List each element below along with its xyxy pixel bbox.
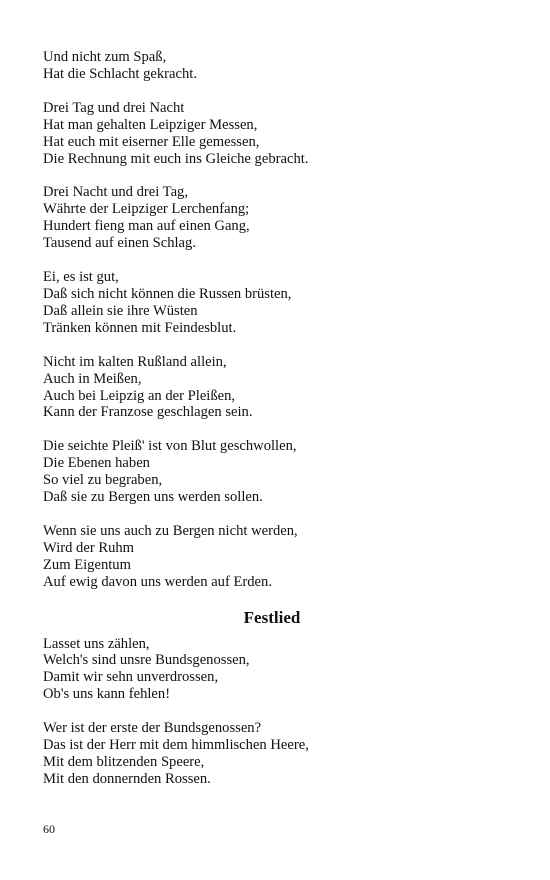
verse-line: Auch in Meißen, bbox=[43, 370, 142, 387]
verse-line: Die Rechnung mit euch ins Gleiche gebracht. bbox=[43, 150, 309, 167]
verse-line: Die Ebenen haben bbox=[43, 455, 150, 472]
verse-line: So viel zu begraben, bbox=[43, 472, 163, 489]
stanza bbox=[43, 49, 513, 83]
verse-line: Mit den donnernden Rossen. bbox=[43, 770, 211, 787]
verse-line: Ob's uns kann fehlen! bbox=[43, 686, 171, 703]
verse-line: Ei, es ist gut, bbox=[43, 269, 119, 286]
stanza bbox=[43, 184, 513, 252]
stanza bbox=[43, 269, 513, 337]
stanza bbox=[43, 100, 513, 168]
verse-line: Wenn sie uns auch zu Bergen nicht werden, bbox=[43, 522, 298, 539]
verse-line: Kann der Franzose geschlagen sein. bbox=[43, 404, 253, 421]
verse-line: Währte der Leipziger Lerchenfang; bbox=[43, 201, 250, 218]
verse-line: Nicht im kalten Rußland allein, bbox=[43, 353, 227, 370]
stanza bbox=[43, 354, 513, 422]
verse-line: Wird der Ruhm bbox=[43, 539, 135, 556]
verse-line: Mit dem blitzenden Speere, bbox=[43, 754, 205, 770]
verse-line: Tränken können mit Feindesblut. bbox=[43, 319, 237, 336]
verse-line: Hat euch mit eiserner Elle gemessen, bbox=[43, 133, 260, 150]
verse-line: Auf ewig davon uns werden auf Erden. bbox=[43, 573, 272, 590]
verse-line: Drei Tag und drei Nacht bbox=[43, 99, 185, 116]
verse-line: Welch's sind unsre Bundsgenossen, bbox=[43, 652, 250, 669]
verse-line: Hundert fieng man auf einen Gang, bbox=[43, 218, 250, 235]
verse-line: Die seichte Pleiß' ist von Blut geschwollen, bbox=[43, 438, 297, 455]
stanza bbox=[43, 720, 513, 788]
verse-line: Und nicht zum Spaß, bbox=[43, 49, 167, 65]
stanza bbox=[43, 523, 513, 591]
stanza bbox=[43, 636, 513, 704]
verse-line: Daß sich nicht können die Russen brüsten, bbox=[43, 285, 292, 302]
verse-line: Lasset uns zählen, bbox=[43, 635, 150, 652]
verse-line: Daß sie zu Bergen uns werden sollen. bbox=[43, 489, 263, 506]
page-number: 60 bbox=[43, 822, 55, 836]
poem-title: Festlied bbox=[243, 607, 301, 627]
verse-line: Daß allein sie ihre Wüsten bbox=[43, 302, 198, 319]
stanza bbox=[43, 438, 513, 506]
verse-line: Wer ist der erste der Bundsgenossen? bbox=[43, 720, 262, 737]
poem-continuation bbox=[43, 49, 513, 591]
verse-line: Drei Nacht und drei Tag, bbox=[43, 184, 189, 201]
verse-line: Tausend auf einen Schlag. bbox=[43, 235, 196, 252]
verse-line: Hat man gehalten Leipziger Messen, bbox=[43, 116, 258, 133]
verse-line: Damit wir sehn unverdrossen, bbox=[43, 669, 219, 686]
page-content bbox=[43, 49, 513, 805]
verse-line: Auch bei Leipzig an der Pleißen, bbox=[43, 387, 236, 404]
verse-line: Zum Eigentum bbox=[43, 556, 131, 573]
verse-line: Das ist der Herr mit dem himmlischen Heere, bbox=[43, 737, 309, 754]
festlied-body bbox=[43, 636, 513, 788]
verse-line: Hat die Schlacht gekracht. bbox=[43, 65, 197, 82]
